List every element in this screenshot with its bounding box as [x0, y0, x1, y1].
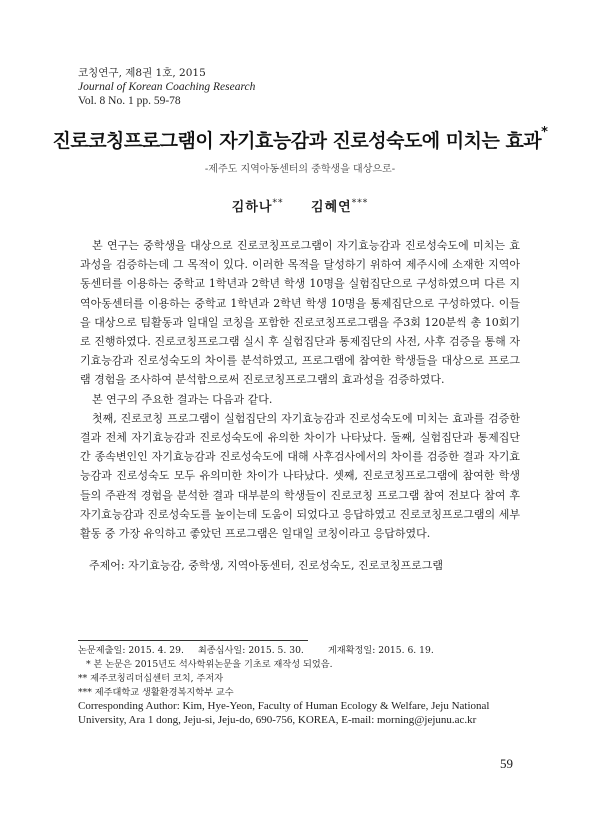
footnote-divider	[78, 640, 308, 641]
abstract-paragraph: 본 연구의 주요한 결과는 다음과 같다.	[92, 392, 273, 406]
footnote-author-2: *** 제주대학교 생활환경복지학부 교수	[78, 687, 234, 698]
reviewed-date: 최종심사일: 2015. 5. 30.	[197, 645, 304, 656]
received-date: 논문제출일: 2015. 4. 29.	[78, 645, 184, 656]
author-1-name: 김하나	[231, 200, 273, 215]
submission-dates	[78, 644, 528, 658]
title-text: 진로코칭프로그램이 자기효능감과 진로성숙도에 미치는 효과	[52, 130, 542, 152]
journal-korean: 코칭연구, 제8권 1호, 2015	[78, 67, 206, 79]
paper-title	[0, 126, 600, 153]
author-2	[311, 200, 368, 215]
abstract	[80, 236, 520, 543]
author-2-mark: ***	[351, 198, 369, 209]
author-1-mark: **	[272, 198, 284, 209]
keywords: 주제어: 자기효능감, 중학생, 지역아동센터, 진로성숙도, 진로코칭프로그램	[89, 559, 443, 572]
abstract-paragraph: 본 연구는 중학생을 대상으로 진로코칭프로그램이 자기효능감과 진로성숙도에 미치는 효과성을 검증하는데 그 목적이 있다. 이러한 목적을 달성하기 위하여 제주시에 소재한 지역아동센터를 이용하는 중학교 1학년과 2학년 학생 10명을 실험집단으로 구성하였으며 다른 지역아동센터를 이용하는 중학교 1학년과 2학년 학생 10명을 통제집단으로 구성하였다. 이들을 대상으로 팀활동과 일대일 코칭을 포함한 진로코칭프로그램을 주3회 120분씩 총 10회기로 진행하였다. 진로코칭프로그램 실시 후 실험집단과 통제집단의 사전, 사후 검증을 통해 자기효능감과 진로성숙도의 차이를 분석하였고, 프로그램에 참여한 학생들을 대상으로 프로그램 경험을 조사하여 분석함으로써 진로코칭프로그램의 효과성을 검증하였다.	[80, 239, 520, 387]
abstract-paragraph: 첫째, 진로코칭 프로그램이 실험집단의 자기효능감과 진로성숙도에 미치는 효과를 검증한 결과 전체 자기효능감과 진로성숙도에 유의한 차이가 나타났다. 둘째, 실험집단과 통제집단 간 종속변인인 자기효능감과 진로성숙도에 대해 사후검사에서의 차이를 검증한 결과 자기효능감과 진로성숙도 모두 유의미한 차이가 나타났다. 셋째, 진로코칭프로그램에 참여한 학생들의 주관적 경험을 분석한 결과 대부분의 학생들이 진로코칭 프로그램 참여 전보다 참여 후 자기효능감과 진로성숙도를 높이는데 도움이 되었다고 응답하였고 진로코칭프로그램의 세부 활동 중 가장 유익하고 좋았던 프로그램은 일대일 코칭이라고 응답하였다.	[80, 411, 520, 541]
journal-info	[78, 66, 255, 108]
accepted-date: 게재확정일: 2015. 6. 19.	[327, 645, 434, 656]
title-footnote-mark: *	[541, 124, 548, 140]
author-1	[232, 200, 284, 215]
author-line	[0, 196, 600, 215]
footnotes	[78, 644, 528, 727]
journal-volume: Vol. 8 No. 1 pp. 59-78	[78, 95, 181, 107]
footnote-author-1: ** 제주코칭리더십센터 코치, 주저자	[78, 673, 224, 684]
corresponding-author: Corresponding Author: Kim, Hye-Yeon, Faculty of Human Ecology & Welfare, Jeju National University, Ara 1 dong, Jeju-si, Jeju-do, 690-756, KOREA, E-mail: morning@jejunu.ac.kr	[78, 700, 490, 726]
journal-english: Journal of Korean Coaching Research	[78, 81, 256, 93]
page-number: 59	[500, 756, 513, 771]
paper-subtitle: -제주도 지역아동센터의 중학생을 대상으로-	[204, 164, 396, 175]
footnote-thesis: * 본 논문은 2015년도 석사학위논문을 기초로 재작성 되었음.	[86, 659, 333, 670]
author-2-name: 김혜연	[311, 200, 352, 215]
